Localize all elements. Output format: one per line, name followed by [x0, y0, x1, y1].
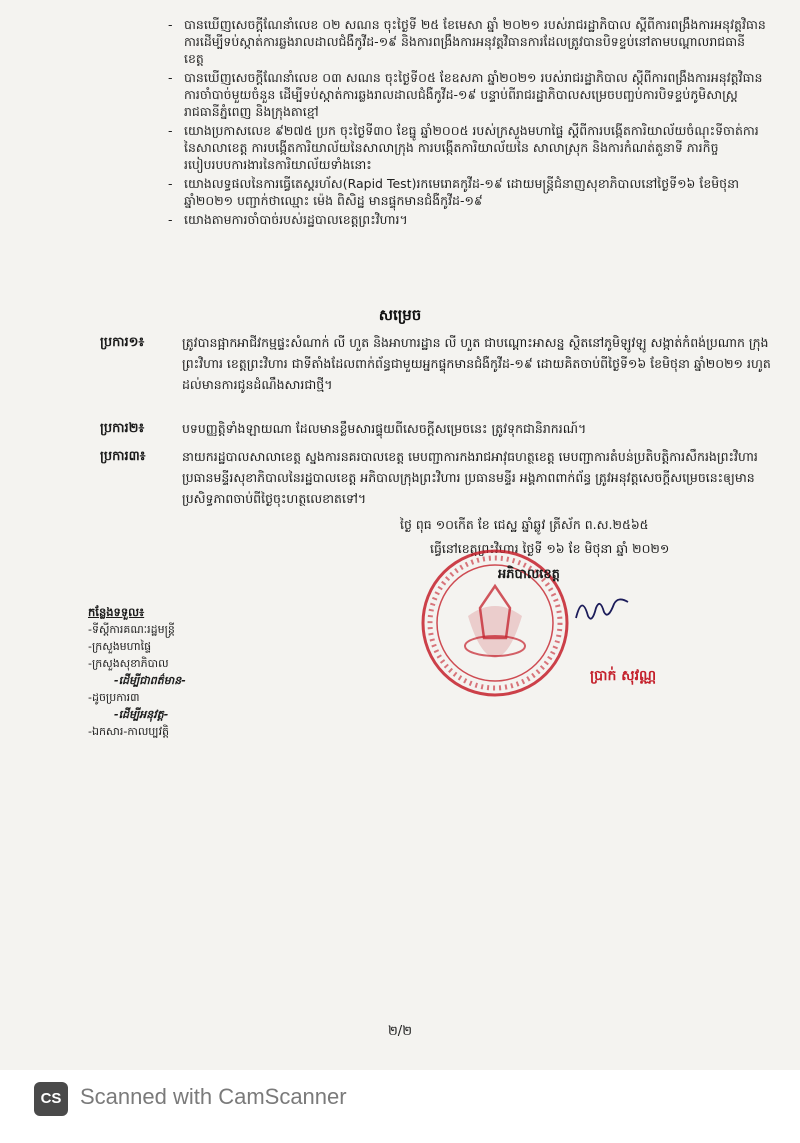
article-1	[100, 332, 780, 395]
decision-heading: សម្រេច	[378, 306, 422, 324]
preamble-item: - យោងលទ្ធផលនៃការធ្វើតេស្តរហ័ស(Rapid Test)រកមេរោគកូវីដ-១៩ ដោយមន្ត្រីជំនាញសុខាភិបាលនៅថ្ងៃទី១៦ ខែមិថុនា ឆ្នាំ២០២១ បញ្ជាក់ថាឈ្មោះ ម៉េង ពិសិដ្ឋ មានផ្ទុកមានជំងឺកូវីដ-១៩	[168, 175, 768, 209]
lunar-date: ថ្ងៃ ពុធ ១០កើត ខែ ជេស្ឋ ឆ្នាំឆ្លូវ ត្រីស័ក ព.ស.២៥៦៥	[400, 517, 649, 532]
article-3	[100, 446, 780, 509]
preamble-item: - យោងប្រកាសលេខ ៩២៧៥ ប្រក ចុះថ្ងៃទី៣០ ខែធ្នូ ឆ្នាំ២០០៥ របស់ក្រសួងមហាផ្ទៃ ស្តីពីការបង្កើតការិយាល័យចំណុះទីចាត់ការនៃសាលាខេត្ត ការបង្កើតការិយាល័យនៃសាលាក្រុង ការបង្កើតការិយាល័យនៃ សាលាស្រុក និងការកំណត់តួនាទី ភារកិច្ច របៀបរបបការងារនៃការិយាល័យទាំងនោះ	[168, 122, 768, 173]
camscanner-logo-icon: CS	[34, 1082, 68, 1116]
recipient-item: -ដូចប្រការ៣	[88, 691, 140, 704]
recipient-note: -ដើម្បីអនុវត្ត-	[114, 708, 169, 721]
recipient-note: -ដើម្បីជាពត៌មាន-	[114, 674, 186, 687]
issue-date: ធ្វើនៅខេត្តព្រះវិហារ ថ្ងៃទី ១៦ ខែ មិថុនា ឆ្នាំ ២០២១	[430, 541, 670, 556]
recipient-item: -ក្រសួងសុខាភិបាល	[88, 657, 169, 670]
signature-icon	[572, 590, 632, 628]
recipients-title: កន្លែងទទួល៖	[88, 605, 145, 619]
article-label: ប្រការ២៖	[100, 421, 145, 436]
article-text: នាយករដ្ឋបាលសាលាខេត្ត ស្នងការនគរបាលខេត្ត មេបញ្ជាការកងរាជអាវុធហត្ថខេត្ត មេបញ្ជាការតំបន់ប្រតិបត្តិការសឹករងព្រះវិហារ ប្រធានមន្ទីរសុខាភិបាលនៃរដ្ឋបាលខេត្ត អភិបាលក្រុងព្រះវិហារ ប្រធានមន្ទីរ អង្គភាពពាក់ព័ន្ធ ត្រូវអនុវត្តសេចក្តីសម្រេចនេះឲ្យមានប្រសិទ្ធភាពចាប់ពីថ្ងៃចុះហត្ថលេខាតទៅ។	[182, 449, 758, 506]
article-text: ត្រូវបានផ្អាកអាជីវកម្មផ្ទះសំណាក់ លី ហួត និងអាហារដ្ឋាន លី ហួត ជាបណ្តោះអាសន្ន ស្ថិតនៅភូមិឡូវឡូ សង្កាត់កំពង់ប្រណាក ក្រុងព្រះវិហារ ខេត្តព្រះវិហារ ជាទីតាំងដែលពាក់ព័ន្ធជាមួយអ្នកផ្ទុកមានជំងឺកូវីដ-១៩ ដោយគិតចាប់ពីថ្ងៃទី១៦ ខែមិថុនា ឆ្នាំ២០២១ រហូតដល់មានការជូនដំណឹងសារជាថ្មី។	[182, 335, 771, 392]
preamble-item: - យោងតាមការចាំបាច់របស់រដ្ឋបាលខេត្តព្រះវិហារ។	[168, 211, 768, 228]
preamble-list	[168, 16, 768, 230]
article-label: ប្រការ១៖	[100, 335, 145, 350]
recipient-item: -ទីស្តីការគណៈរដ្ឋមន្ត្រី	[88, 623, 175, 636]
preamble-item: - បានឃើញសេចក្តីណែនាំលេខ ០៣ សណន ចុះថ្ងៃទី០៥ ខែឧសភា ឆ្នាំ២០២១ របស់រាជរដ្ឋាភិបាល ស្តីពីការពង្រឹងការអនុវត្តវិធានការចាំបាច់មួយចំនួន ដើម្បីទប់ស្កាត់ការឆ្លងរាលដាលជំងឺកូវីដ-១៩ បន្ទាប់ពីរាជរដ្ឋាភិបាលសម្រេចបញ្ចប់ការបិទខ្ទប់ភូមិសាស្ត្ររាជធានីភ្នំពេញ និងក្រុងតាខ្មៅ	[168, 69, 768, 120]
camscanner-label: Scanned with CamScanner	[80, 1084, 347, 1109]
page-number: ២/២	[387, 1024, 413, 1039]
signatory-title: អភិបាលខេត្ត	[498, 567, 560, 582]
recipient-item: -ក្រសួងមហាផ្ទៃ	[88, 640, 152, 653]
article-label: ប្រការ៣៖	[100, 449, 146, 464]
recipients-block	[88, 604, 186, 740]
signatory-name: ប្រាក់ សុវណ្ណ	[590, 668, 657, 684]
preamble-item: - បានឃើញសេចក្តីណែនាំលេខ ០២ សណន ចុះថ្ងៃទី ២៥ ខែមេសា ឆ្នាំ ២០២១ របស់រាជរដ្ឋាភិបាល ស្តីពីការពង្រឹងការអនុវត្តវិធានការដើម្បីទប់ស្កាត់ការឆ្លងរាលដាលជំងឺកូវីដ-១៩ និងការពង្រឹងការអនុវត្តវិធានការដែលត្រូវបានបិទខ្ទប់នៅតាមបណ្តាលរាជធានី ខេត្ត	[168, 16, 768, 67]
recipient-item: -ឯកសារ-កាលប្បវត្តិ	[88, 725, 170, 738]
article-2	[100, 418, 780, 439]
article-text: បទបញ្ញត្តិទាំងឡាយណា ដែលមានខ្លឹមសារផ្ទុយពីសេចក្តីសម្រេចនេះ ត្រូវទុកជានិរាករណ៍។	[182, 421, 587, 436]
